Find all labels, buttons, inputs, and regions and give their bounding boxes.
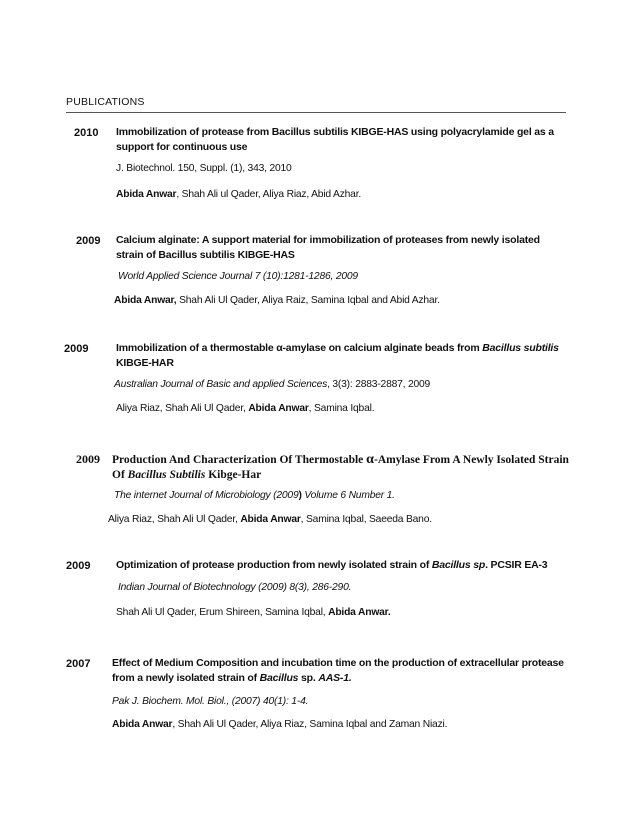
pub-year: 2010	[74, 127, 99, 139]
author-highlight: Abida Anwar	[116, 189, 177, 200]
pub-title: Calcium alginate: A support material for immobilization of proteases from newly isolated strain of Bacillus subtilis KIBGE-HAS	[116, 234, 540, 261]
pub-journal: J. Biotechnol. 150, Suppl. (1), 343, 2010	[116, 163, 292, 174]
title-species: Bacillus subtilis	[482, 342, 559, 354]
author-highlight: Abida Anwar	[248, 403, 309, 414]
pub-year: 2009	[76, 452, 100, 466]
title-species: Bacillus	[259, 672, 299, 684]
journal-name: Australian Journal of Basic and applied Sciences	[114, 379, 328, 390]
heading-rule	[66, 112, 566, 113]
title-strain: . PCSIR EA-3	[485, 559, 548, 571]
authors-rest: , Shah Ali ul Qader, Aliya Riaz, Abid Azhar.	[176, 189, 362, 200]
authors-after: , Samina Iqbal, Saeeda Bano.	[300, 514, 432, 525]
authors-after: , Samina Iqbal.	[308, 403, 375, 414]
pub-journal	[114, 490, 574, 501]
pub-authors	[108, 514, 568, 525]
author-highlight: Abida Anwar	[112, 719, 173, 730]
title-species: Bacillus sp	[431, 559, 486, 571]
title-text: Effect of Medium Composition and incubation time on the production of extracellular protease from a newly isolated strain of	[112, 657, 564, 684]
pub-year: 2009	[76, 235, 101, 247]
journal-name: The internet Journal of Microbiology (2009	[114, 490, 299, 501]
pub-authors	[116, 607, 576, 618]
pub-title	[116, 558, 566, 573]
title-text-mid: -Amylase From A Newly Isolated Strain Of	[112, 454, 569, 481]
pub-title	[112, 656, 570, 686]
pub-journal: World Applied Science Journal 7 (10):1281-1286, 2009	[118, 271, 358, 282]
title-text: Immobilization of a thermostable α-amylase on calcium alginate beads from	[116, 342, 483, 354]
pub-authors	[116, 189, 576, 200]
pub-title	[112, 452, 572, 483]
title-text: Optimization of protease production from newly isolated strain of	[116, 559, 432, 571]
pub-journal: Indian Journal of Biotechnology (2009) 8(3), 286-290.	[118, 582, 352, 593]
author-highlight: Abida Anwar	[240, 514, 301, 525]
title-text-mid: sp.	[298, 672, 319, 684]
pub-journal: Pak J. Biochem. Mol. Biol., (2007) 40(1): 1-4.	[112, 696, 309, 707]
pub-title	[116, 341, 566, 371]
authors-before: Aliya Riaz, Shah Ali Ul Qader,	[108, 514, 241, 525]
title-text: Production And Characterization Of Thermostable	[112, 454, 367, 466]
pub-journal	[114, 379, 574, 390]
journal-details: Volume 6 Number 1.	[301, 490, 395, 501]
title-species: Bacillus Subtilis	[127, 469, 206, 481]
alpha-symbol: α	[366, 452, 374, 467]
title-strain: Kibge-Har	[205, 469, 262, 481]
pub-authors	[112, 719, 572, 730]
authors-after: , Shah Ali Ul Qader, Aliya Riaz, Samina Iqbal and Zaman Niazi.	[172, 719, 448, 730]
pub-year: 2009	[64, 343, 89, 355]
author-highlight: Abida Anwar.	[328, 607, 391, 618]
journal-paren: )	[298, 490, 302, 501]
authors-before: Aliya Riaz, Shah Ali Ul Qader,	[116, 403, 249, 414]
author-highlight: Abida Anwar,	[114, 295, 177, 306]
pub-year: 2009	[66, 560, 91, 572]
authors-rest: Shah Ali Ul Qader, Aliya Raiz, Samina Iqbal and Abid Azhar.	[176, 295, 440, 306]
title-strain: AAS-1.	[318, 672, 352, 684]
title-strain: KIBGE-HAR	[116, 357, 174, 369]
authors-before: Shah Ali Ul Qader, Erum Shireen, Samina Iqbal,	[116, 607, 329, 618]
pub-title: Immobilization of protease from Bacillus subtilis KIBGE-HAS using polyacrylamide gel as a support for continuous use	[116, 126, 554, 153]
pub-authors	[114, 295, 574, 306]
publications-heading: PUBLICATIONS	[66, 96, 145, 108]
journal-details: , 3(3): 2883-2887, 2009	[327, 379, 431, 390]
pub-authors	[116, 403, 576, 414]
pub-year: 2007	[66, 658, 91, 670]
